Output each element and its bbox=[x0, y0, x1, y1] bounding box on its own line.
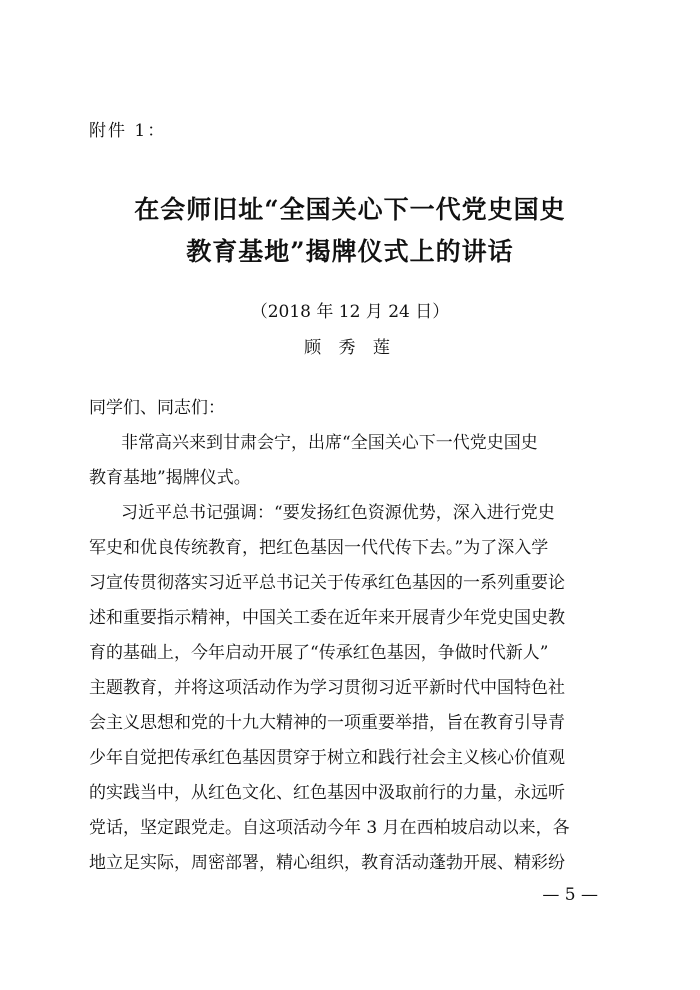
body-line: 习近平总书记强调：“要发扬红色资源优势，深入进行党史 bbox=[121, 503, 555, 523]
attachment-label: 附件 1： bbox=[89, 121, 167, 141]
body-line: 述和重要指示精神，中国关工委在近年来开展青少年党史国史教 bbox=[89, 608, 565, 628]
page-number: — 5 — bbox=[542, 885, 598, 905]
body-line: 习宣传贯彻落实习近平总书记关于传承红色基因的一系列重要论 bbox=[89, 573, 565, 593]
body-line: 主题教育，并将这项活动作为学习贯彻习近平新时代中国特色社 bbox=[89, 678, 565, 698]
body-line: 军史和优良传统教育，把红色基因一代代传下去。”为了深入学 bbox=[89, 538, 549, 558]
body-line: 的实践当中，从红色文化、红色基因中汲取前行的力量，永远听 bbox=[89, 783, 565, 803]
body-line: 会主义思想和党的十九大精神的一项重要举措，旨在教育引导青 bbox=[89, 713, 565, 733]
body-line: 少年自觉把传承红色基因贯穿于树立和践行社会主义核心价值观 bbox=[89, 748, 565, 768]
greeting: 同学们、同志们： bbox=[89, 398, 225, 418]
body-line: 党话，坚定跟党走。自这项活动今年 3 月在西柏坡启动以来，各 bbox=[89, 818, 570, 838]
body-line: 育的基础上，今年启动开展了“传承红色基因，争做时代新人” bbox=[89, 643, 549, 663]
title-line-1: 在会师旧址“全国关心下一代党史国史 bbox=[134, 195, 566, 224]
title-line-2: 教育基地”揭牌仪式上的讲话 bbox=[186, 237, 514, 266]
author-name: 顾 秀 莲 bbox=[304, 338, 396, 358]
speech-date: （2018 年 12 月 24 日） bbox=[250, 302, 450, 322]
body-line: 地立足实际，周密部署，精心组织，教育活动蓬勃开展、精彩纷 bbox=[89, 853, 565, 873]
body-line: 非常高兴来到甘肃会宁，出席“全国关心下一代党史国史 bbox=[121, 433, 538, 453]
body-line: 教育基地”揭牌仪式。 bbox=[89, 468, 251, 488]
